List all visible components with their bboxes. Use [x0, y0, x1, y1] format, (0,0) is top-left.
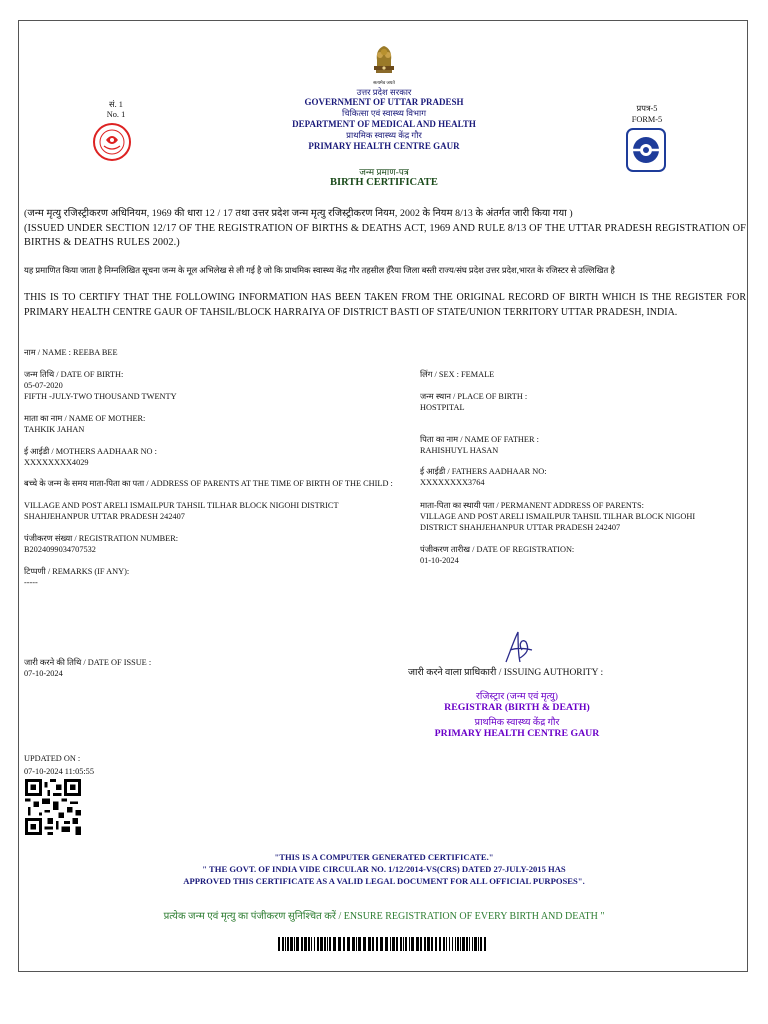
- permanent-address-label: माता-पिता का स्थायी पता / PERMANENT ADDRESS OF PARENTS:: [420, 501, 644, 510]
- govt-name: GOVERNMENT OF UTTAR PRADESH: [304, 97, 464, 107]
- form-number: FORM-5: [631, 115, 663, 124]
- registrar-centre-hindi: प्राथमिक स्वास्थ्य केंद्र गौर: [474, 718, 560, 728]
- father-name-label: पिता का नाम / NAME OF FATHER :: [420, 435, 539, 444]
- father-aadhaar-value: XXXXXXXX3764: [420, 478, 485, 487]
- up-govt-seal-icon: [92, 122, 132, 162]
- centre-name-hindi: प्राथमिक स्वास्थ्य केंद्र गौर: [346, 130, 422, 140]
- certify-statement-hindi: यह प्रमाणित किया जाता है निम्नलिखित सूचना जन्म के मूल अभिलेख से ली गई है जो कि प्राथमिक स्वास्थ्य केंद्र गौर तहसील हँरैया जिला बस्ती राज्य/संघ प्रदेश उत्तर प्रदेश,भारत के रजिस्टर से उल्लिखित है: [24, 266, 615, 275]
- dept-name-hindi: चिकित्सा एवं स्वास्थ्य विभाग: [342, 108, 426, 118]
- remarks-label: टिप्पणी / REMARKS (IF ANY):: [24, 567, 130, 576]
- registration-number-value: B2024099034707532: [24, 545, 96, 554]
- centre-name: PRIMARY HEALTH CENTRE GAUR: [308, 141, 460, 151]
- serial-number: No. 1: [106, 110, 126, 119]
- mother-name-value: TAHKIK JAHAN: [24, 425, 85, 434]
- registration-date-value: 01-10-2024: [420, 556, 459, 565]
- govt-circular-note: " THE GOVT. OF INDIA VIDE CIRCULAR NO. 1/12/2014-VS(CRS) DATED 27-JULY-2015 HAS: [202, 864, 566, 874]
- ashoka-emblem-icon: [369, 44, 399, 80]
- sex-field: लिंग / SEX : FEMALE: [420, 370, 495, 379]
- registrar-title-hindi: रजिस्ट्रार (जन्म एवं मृत्यु): [476, 692, 558, 702]
- mother-name-label: माता का नाम / NAME OF MOTHER:: [24, 414, 146, 423]
- mother-aadhaar-value: XXXXXXXX4029: [24, 458, 89, 467]
- certificate-title-hindi: जन्म प्रमाण-पत्र: [359, 167, 409, 177]
- mother-aadhaar-label: ई आईडी / MOTHERS AADHAAR NO :: [24, 447, 157, 456]
- updated-on-label: UPDATED ON :: [24, 754, 81, 763]
- permanent-address-value: VILLAGE AND POST ARELI ISMAILPUR TAHSIL TILHAR BLOCK NIGOHI DISTRICT SHAHJEHANPUR UTTAR PRADESH 242407: [420, 512, 696, 532]
- ensure-registration-note: प्रत्येक जन्म एवं मृत्यु का पंजीकरण सुनिश्चित करें / ENSURE REGISTRATION OF EVERY BIRTH AND DEATH ": [163, 911, 605, 922]
- remarks-value: -----: [24, 578, 38, 587]
- father-name-value: RAHISHUYL HASAN: [420, 446, 499, 455]
- serial-number-hindi: सं. 1: [109, 100, 123, 109]
- dob-label: जन्म तिथि / DATE OF BIRTH:: [24, 370, 124, 379]
- pob-value: HOSTPITAL: [420, 403, 465, 412]
- legal-validity-note: APPROVED THIS CERTIFICATE AS A VALID LEGAL DOCUMENT FOR ALL OFFICIAL PURPOSES".: [183, 876, 585, 886]
- pob-label: जन्म स्थान / PLACE OF BIRTH :: [420, 392, 528, 401]
- form-number-hindi: प्रपत्र-5: [636, 104, 658, 113]
- father-aadhaar-label: ई आईडी / FATHERS AADHAAR NO:: [420, 467, 547, 476]
- dept-name: DEPARTMENT OF MEDICAL AND HEALTH: [292, 119, 476, 129]
- registration-date-label: पंजीकरण तारीख / DATE OF REGISTRATION:: [420, 545, 575, 554]
- birth-address-label: बच्चे के जन्म के समय माता-पिता का पता / ADDRESS OF PARENTS AT THE TIME OF BIRTH OF THE CHILD :: [24, 479, 393, 488]
- child-name: नाम / NAME : REEBA BEE: [24, 348, 118, 357]
- qr-code-icon: [23, 779, 83, 835]
- act-reference-hindi: (जन्म मृत्यु रजिस्ट्रीकरण अधिनियम, 1969 की धारा 12 / 17 तथा उत्तर प्रदेश जन्म मृत्यु रजिस्ट्रीकरण नियम, 2002 के नियम 8/13 के अंतर्गत जारी किया गया ): [24, 208, 573, 219]
- dob-words: FIFTH -JULY-TWO THOUSAND TWENTY: [24, 392, 177, 401]
- registration-number-label: पंजीकरण संख्या / REGISTRATION NUMBER:: [24, 534, 179, 543]
- barcode-icon: [278, 937, 490, 951]
- registrar-title: REGISTRAR (BIRTH & DEATH): [444, 702, 590, 713]
- dob-value: 05-07-2020: [24, 381, 63, 390]
- govt-name-hindi: उत्तर प्रदेश सरकार: [356, 87, 412, 97]
- computer-generated-note: "THIS IS A COMPUTER GENERATED CERTIFICATE.": [274, 852, 494, 862]
- crs-logo-icon: [626, 128, 666, 172]
- birth-address-value: VILLAGE AND POST ARELI ISMAILPUR TAHSIL TILHAR BLOCK NIGOHI DISTRICT SHAHJEHANPUR UTTAR PRADESH 242407: [24, 501, 339, 521]
- certificate-title: BIRTH CERTIFICATE: [330, 177, 438, 188]
- updated-on-value: 07-10-2024 11:05:55: [24, 767, 94, 776]
- act-reference: (ISSUED UNDER SECTION 12/17 OF THE REGISTRATION OF BIRTHS & DEATHS ACT, 1969 AND RULE 8/13 OF THE UTTAR PRADESH REGISTRATION OF BIRTHS & DEATHS RULES 2002.): [24, 223, 746, 248]
- issue-date-value: 07-10-2024: [24, 669, 63, 678]
- signature-icon: [496, 628, 542, 668]
- registrar-centre: PRIMARY HEALTH CENTRE GAUR: [434, 728, 600, 739]
- certify-statement: THIS IS TO CERTIFY THAT THE FOLLOWING INFORMATION HAS BEEN TAKEN FROM THE ORIGINAL RECORD OF BIRTH WHICH IS THE REGISTER FOR PRIMARY HEALTH CENTRE GAUR OF TAHSIL/BLOCK HARRAIYA OF DISTRICT BASTI OF STATE/UNION TERRITORY UTTAR PRADESH, INDIA.: [24, 292, 746, 318]
- issue-date-label: जारी करने की तिथि / DATE OF ISSUE :: [24, 658, 152, 667]
- emblem-caption: सत्यमेव जयते: [373, 80, 395, 85]
- issuing-authority-label: जारी करने वाला प्राधिकारी / ISSUING AUTHORITY :: [408, 668, 604, 678]
